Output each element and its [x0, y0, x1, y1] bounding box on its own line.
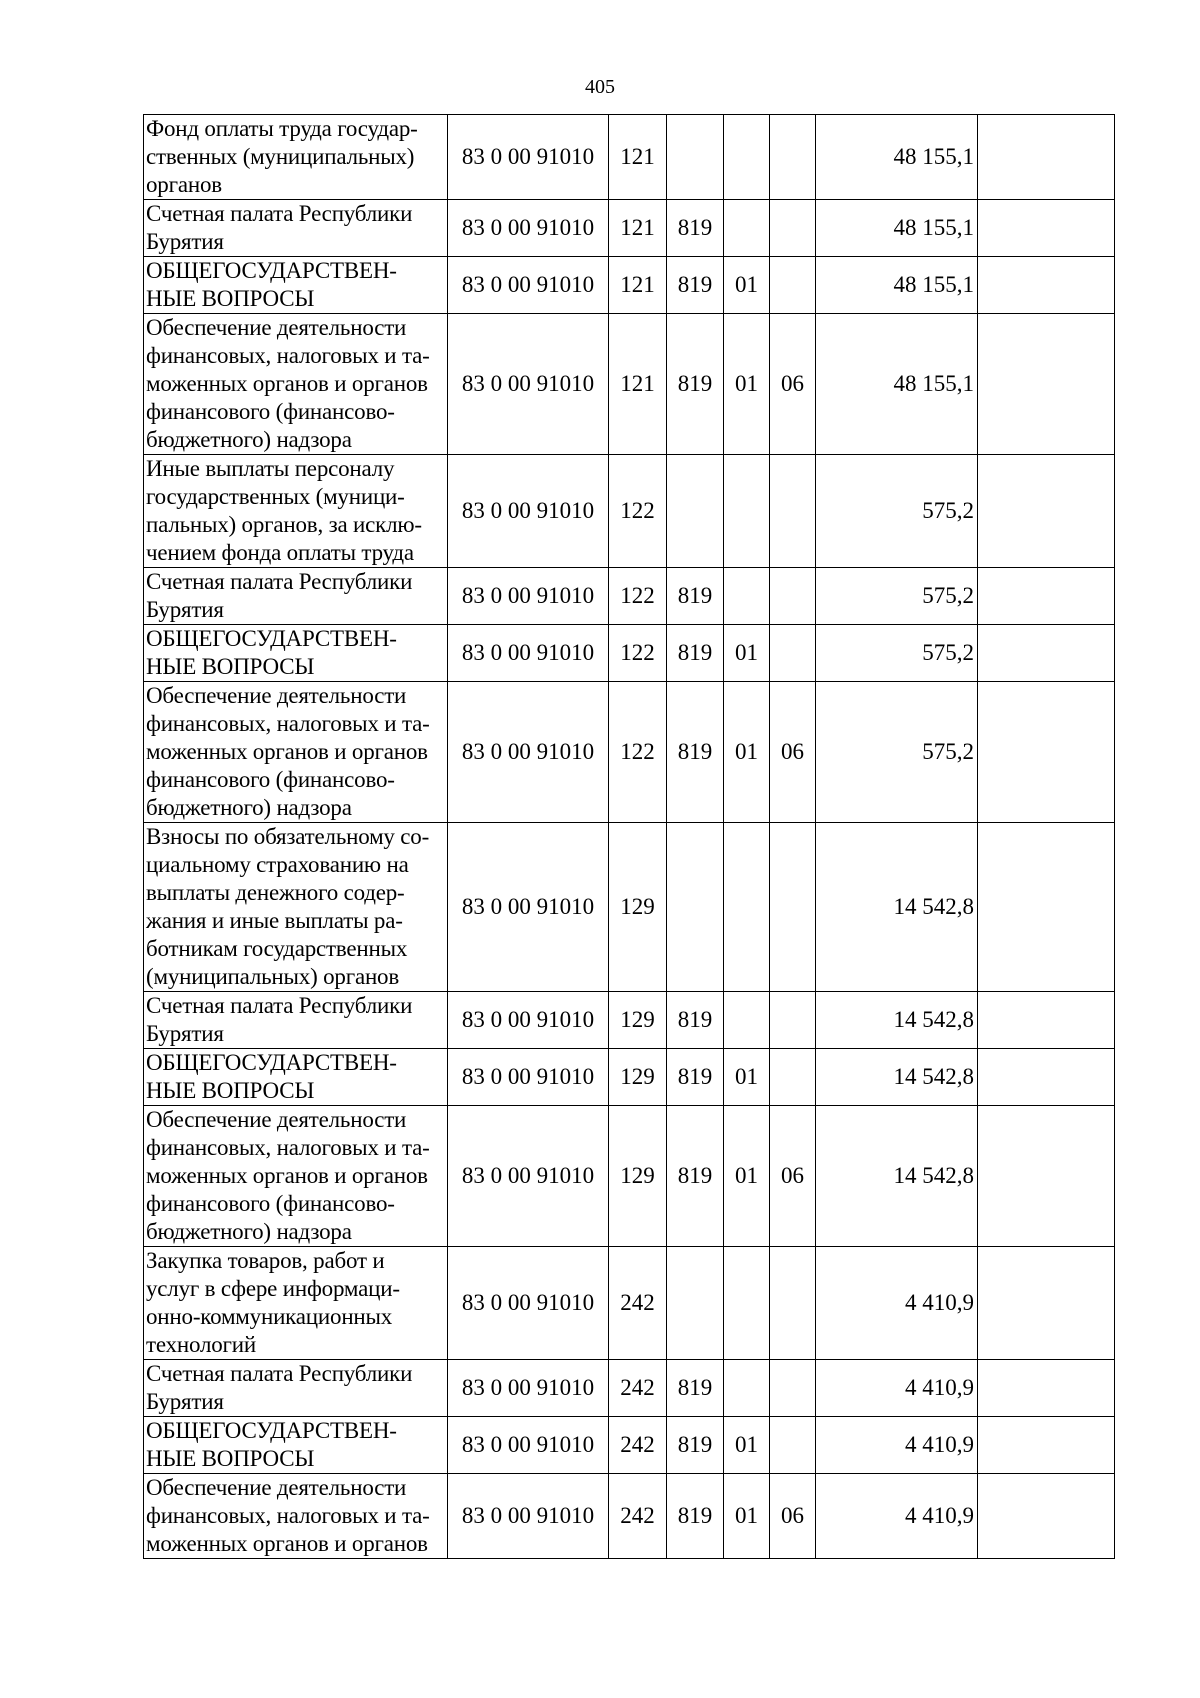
section-cell	[724, 568, 770, 625]
administrator-code-cell: 819	[667, 1360, 724, 1417]
row-name-line: НЫЕ ВОПРОСЫ	[146, 654, 315, 679]
row-name-cell	[144, 1049, 448, 1106]
expense-type-cell: 122	[609, 568, 667, 625]
row-name-cell	[144, 682, 448, 823]
table-row	[144, 1247, 1115, 1360]
row-name-cell	[144, 823, 448, 992]
table-row	[144, 200, 1115, 257]
amount-cell: 48 155,1	[816, 257, 978, 314]
administrator-code-cell: 819	[667, 314, 724, 455]
expense-type-cell: 242	[609, 1474, 667, 1559]
amount-cell: 4 410,9	[816, 1247, 978, 1360]
target-article-cell: 83 0 00 91010	[448, 1417, 609, 1474]
table-row	[144, 314, 1115, 455]
table-row	[144, 568, 1115, 625]
amount-cell: 48 155,1	[816, 200, 978, 257]
extra-cell	[978, 1417, 1115, 1474]
row-name-line: финансового (финансово-	[146, 399, 395, 424]
row-name-cell	[144, 1106, 448, 1247]
row-name-line: моженных органов и органов	[146, 1531, 428, 1556]
row-name-line: Счетная палата Республики	[146, 201, 413, 226]
expense-type-cell: 129	[609, 992, 667, 1049]
extra-cell	[978, 257, 1115, 314]
target-article-cell: 83 0 00 91010	[448, 1360, 609, 1417]
subsection-cell	[770, 200, 816, 257]
administrator-code-cell	[667, 115, 724, 200]
extra-cell	[978, 1360, 1115, 1417]
section-cell	[724, 823, 770, 992]
administrator-code-cell: 819	[667, 1474, 724, 1559]
row-name-line: ственных (муниципальных)	[146, 144, 415, 169]
subsection-cell: 06	[770, 314, 816, 455]
row-name-line: ОБЩЕГОСУДАРСТВЕН-	[146, 1418, 397, 1443]
row-name-line: бюджетного) надзора	[146, 427, 352, 452]
extra-cell	[978, 823, 1115, 992]
row-name-line: Обеспечение деятельности	[146, 1107, 407, 1132]
amount-cell: 48 155,1	[816, 115, 978, 200]
administrator-code-cell	[667, 823, 724, 992]
target-article-cell: 83 0 00 91010	[448, 1474, 609, 1559]
target-article-cell: 83 0 00 91010	[448, 625, 609, 682]
row-name-line: выплаты денежного содер-	[146, 880, 405, 905]
section-cell: 01	[724, 682, 770, 823]
row-name-line: моженных органов и органов	[146, 739, 428, 764]
extra-cell	[978, 625, 1115, 682]
row-name-line: ОБЩЕГОСУДАРСТВЕН-	[146, 258, 397, 283]
target-article-cell: 83 0 00 91010	[448, 314, 609, 455]
row-name-line: моженных органов и органов	[146, 371, 428, 396]
amount-cell: 14 542,8	[816, 1049, 978, 1106]
row-name-line: Фонд оплаты труда государ-	[146, 116, 418, 141]
table-row	[144, 1360, 1115, 1417]
expense-type-cell: 121	[609, 200, 667, 257]
subsection-cell	[770, 992, 816, 1049]
table-body	[144, 115, 1115, 1559]
row-name-cell	[144, 1247, 448, 1360]
extra-cell	[978, 314, 1115, 455]
expense-type-cell: 129	[609, 1106, 667, 1247]
amount-cell: 4 410,9	[816, 1360, 978, 1417]
row-name-line: Бурятия	[146, 597, 224, 622]
row-name-cell	[144, 257, 448, 314]
administrator-code-cell: 819	[667, 200, 724, 257]
extra-cell	[978, 992, 1115, 1049]
extra-cell	[978, 682, 1115, 823]
subsection-cell	[770, 823, 816, 992]
subsection-cell: 06	[770, 1106, 816, 1247]
subsection-cell	[770, 568, 816, 625]
table-row	[144, 823, 1115, 992]
expense-type-cell: 121	[609, 314, 667, 455]
row-name-line: финансового (финансово-	[146, 767, 395, 792]
extra-cell	[978, 568, 1115, 625]
amount-cell: 14 542,8	[816, 823, 978, 992]
section-cell	[724, 455, 770, 568]
row-name-line: чением фонда оплаты труда	[146, 540, 414, 565]
row-name-cell	[144, 992, 448, 1049]
subsection-cell	[770, 1247, 816, 1360]
row-name-line: финансовых, налоговых и та-	[146, 1135, 430, 1160]
expense-type-cell: 122	[609, 625, 667, 682]
expense-type-cell: 122	[609, 455, 667, 568]
row-name-line: финансовых, налоговых и та-	[146, 711, 430, 736]
amount-cell: 4 410,9	[816, 1474, 978, 1559]
extra-cell	[978, 1049, 1115, 1106]
target-article-cell: 83 0 00 91010	[448, 1247, 609, 1360]
target-article-cell: 83 0 00 91010	[448, 992, 609, 1049]
budget-table	[143, 114, 1115, 1559]
expense-type-cell: 122	[609, 682, 667, 823]
expense-type-cell: 129	[609, 823, 667, 992]
extra-cell	[978, 1247, 1115, 1360]
row-name-line: Закупка товаров, работ и	[146, 1248, 385, 1273]
row-name-line: Иные выплаты персоналу	[146, 456, 395, 481]
subsection-cell	[770, 115, 816, 200]
subsection-cell	[770, 625, 816, 682]
target-article-cell: 83 0 00 91010	[448, 1106, 609, 1247]
row-name-line: онно-коммуникационных	[146, 1304, 393, 1329]
row-name-cell	[144, 568, 448, 625]
administrator-code-cell: 819	[667, 1417, 724, 1474]
target-article-cell: 83 0 00 91010	[448, 682, 609, 823]
expense-type-cell: 121	[609, 257, 667, 314]
table-row	[144, 625, 1115, 682]
extra-cell	[978, 1474, 1115, 1559]
table-row	[144, 115, 1115, 200]
amount-cell: 575,2	[816, 568, 978, 625]
row-name-line: Обеспечение деятельности	[146, 1475, 407, 1500]
table-row	[144, 455, 1115, 568]
row-name-cell	[144, 314, 448, 455]
administrator-code-cell: 819	[667, 682, 724, 823]
table-row	[144, 992, 1115, 1049]
section-cell	[724, 200, 770, 257]
row-name-line: ОБЩЕГОСУДАРСТВЕН-	[146, 1050, 397, 1075]
section-cell: 01	[724, 1049, 770, 1106]
amount-cell: 575,2	[816, 455, 978, 568]
row-name-line: Бурятия	[146, 229, 224, 254]
extra-cell	[978, 200, 1115, 257]
row-name-cell	[144, 1417, 448, 1474]
row-name-line: органов	[146, 172, 222, 197]
page-number: 405	[585, 76, 615, 98]
row-name-line: финансового (финансово-	[146, 1191, 395, 1216]
extra-cell	[978, 455, 1115, 568]
row-name-line: ОБЩЕГОСУДАРСТВЕН-	[146, 626, 397, 651]
expense-type-cell: 242	[609, 1417, 667, 1474]
row-name-line: бюджетного) надзора	[146, 795, 352, 820]
row-name-cell	[144, 1474, 448, 1559]
administrator-code-cell: 819	[667, 992, 724, 1049]
expense-type-cell: 242	[609, 1247, 667, 1360]
administrator-code-cell: 819	[667, 1106, 724, 1247]
administrator-code-cell	[667, 455, 724, 568]
row-name-line: финансовых, налоговых и та-	[146, 1503, 430, 1528]
table-row	[144, 1049, 1115, 1106]
row-name-line: пальных) органов, за исклю-	[146, 512, 422, 537]
section-cell: 01	[724, 625, 770, 682]
target-article-cell: 83 0 00 91010	[448, 257, 609, 314]
row-name-cell	[144, 115, 448, 200]
row-name-line: государственных (муници-	[146, 484, 405, 509]
row-name-line: Бурятия	[146, 1021, 224, 1046]
target-article-cell: 83 0 00 91010	[448, 455, 609, 568]
row-name-line: Взносы по обязательному со-	[146, 824, 430, 849]
row-name-line: услуг в сфере информаци-	[146, 1276, 400, 1301]
section-cell	[724, 1247, 770, 1360]
extra-cell	[978, 1106, 1115, 1247]
row-name-line: Обеспечение деятельности	[146, 315, 407, 340]
row-name-line: финансовых, налоговых и та-	[146, 343, 430, 368]
row-name-line: Счетная палата Республики	[146, 1361, 413, 1386]
subsection-cell	[770, 1049, 816, 1106]
section-cell: 01	[724, 257, 770, 314]
section-cell	[724, 1360, 770, 1417]
row-name-cell	[144, 1360, 448, 1417]
row-name-line: моженных органов и органов	[146, 1163, 428, 1188]
administrator-code-cell: 819	[667, 257, 724, 314]
section-cell: 01	[724, 1417, 770, 1474]
subsection-cell	[770, 1360, 816, 1417]
row-name-line: Счетная палата Республики	[146, 569, 413, 594]
row-name-line: НЫЕ ВОПРОСЫ	[146, 286, 315, 311]
section-cell	[724, 115, 770, 200]
row-name-line: Счетная палата Республики	[146, 993, 413, 1018]
row-name-cell	[144, 455, 448, 568]
amount-cell: 14 542,8	[816, 992, 978, 1049]
row-name-line: Обеспечение деятельности	[146, 683, 407, 708]
amount-cell: 48 155,1	[816, 314, 978, 455]
subsection-cell	[770, 1417, 816, 1474]
target-article-cell: 83 0 00 91010	[448, 115, 609, 200]
section-cell: 01	[724, 314, 770, 455]
amount-cell: 4 410,9	[816, 1417, 978, 1474]
row-name-line: ботникам государственных	[146, 936, 408, 961]
administrator-code-cell: 819	[667, 568, 724, 625]
table-row	[144, 1106, 1115, 1247]
row-name-line: бюджетного) надзора	[146, 1219, 352, 1244]
target-article-cell: 83 0 00 91010	[448, 568, 609, 625]
target-article-cell: 83 0 00 91010	[448, 823, 609, 992]
amount-cell: 14 542,8	[816, 1106, 978, 1247]
table-row	[144, 257, 1115, 314]
amount-cell: 575,2	[816, 682, 978, 823]
row-name-line: технологий	[146, 1332, 256, 1357]
target-article-cell: 83 0 00 91010	[448, 1049, 609, 1106]
row-name-line: НЫЕ ВОПРОСЫ	[146, 1078, 315, 1103]
row-name-line: жания и иные выплаты ра-	[146, 908, 403, 933]
extra-cell	[978, 115, 1115, 200]
table-row	[144, 1417, 1115, 1474]
subsection-cell	[770, 455, 816, 568]
section-cell	[724, 992, 770, 1049]
administrator-code-cell: 819	[667, 1049, 724, 1106]
amount-cell: 575,2	[816, 625, 978, 682]
administrator-code-cell: 819	[667, 625, 724, 682]
row-name-line: Бурятия	[146, 1389, 224, 1414]
administrator-code-cell	[667, 1247, 724, 1360]
subsection-cell: 06	[770, 1474, 816, 1559]
target-article-cell: 83 0 00 91010	[448, 200, 609, 257]
section-cell: 01	[724, 1474, 770, 1559]
expense-type-cell: 129	[609, 1049, 667, 1106]
expense-type-cell: 242	[609, 1360, 667, 1417]
expense-type-cell: 121	[609, 115, 667, 200]
table-row	[144, 682, 1115, 823]
row-name-cell	[144, 200, 448, 257]
row-name-line: НЫЕ ВОПРОСЫ	[146, 1446, 315, 1471]
table-row	[144, 1474, 1115, 1559]
row-name-line: циальному страхованию на	[146, 852, 409, 877]
subsection-cell	[770, 257, 816, 314]
row-name-line: (муниципальных) органов	[146, 964, 400, 989]
section-cell: 01	[724, 1106, 770, 1247]
row-name-cell	[144, 625, 448, 682]
subsection-cell: 06	[770, 682, 816, 823]
